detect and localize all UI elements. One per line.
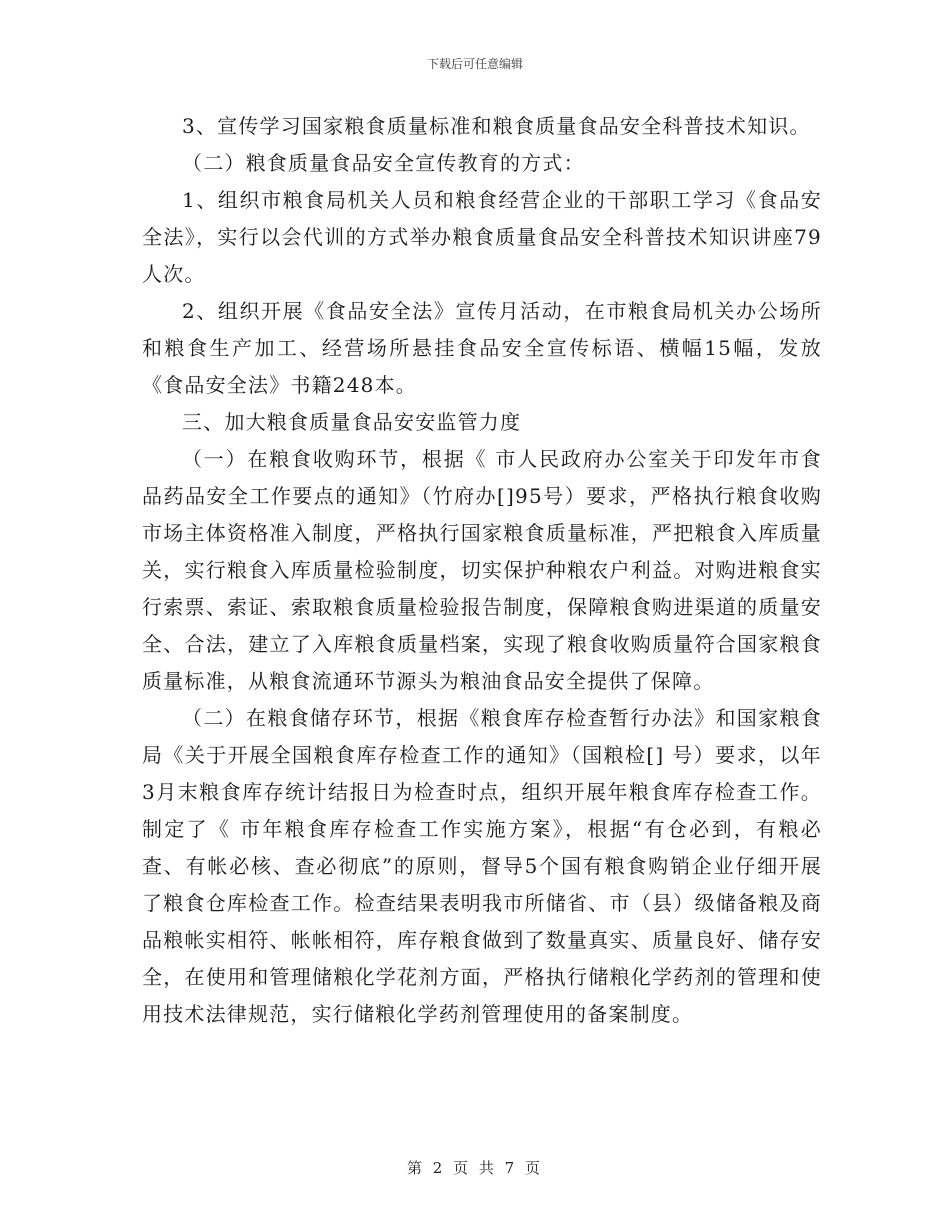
section-heading-methods: （二）粮食质量食品安全宣传教育的方式：	[182, 151, 585, 175]
paragraph-method-1: 1、组织市粮食局机关人员和粮食经营企业的干部职工学习《食品安全法》，实行以会代训的方式举办粮食质量食品安全科普技术知识讲座79人次。	[142, 188, 822, 286]
section-heading-supervision: 三、加大粮食质量食品安安监管力度	[182, 410, 522, 434]
paragraph-item-3: 3、宣传学习国家粮食质量标准和粮食质量食品安全科普技术知识。	[182, 114, 811, 138]
paragraph-purchase-stage: （一）在粮食收购环节，根据《 市人民政府办公室关于印发年市食品药品安全工作要点的通知》（竹府办[]95号）要求，严格执行粮食收购市场主体资格准入制度，严格执行国家粮食质量标准，严把粮食入库质量关，实行粮食入库质量检验制度，切实保护种粮农户利益。对购进粮食实行索票、索证、索取粮食质量检验报告制度，保障粮食购进渠道的质量安全、合法，建立了入库粮食质量档案，实现了粮食收购质量符合国家粮食质量标准，从粮食流通环节源头为粮油食品安全提供了保障。	[142, 447, 822, 693]
paragraph-storage-stage: （二）在粮食储存环节，根据《粮食库存检查暂行办法》和国家粮食局《关于开展全国粮食库存检查工作的通知》（国粮检[] 号）要求，以年3月末粮食库存统计结报日为检查时点，组织开展年粮食库存检查工作。制定了《 市年粮食库存检查工作实施方案》，根据“有仓必到，有粮必查、有帐必核、查必彻底”的原则，督导5个国有粮食购销企业仔细开展了粮食仓库检查工作。检查结果表明我市所储省、市（县）级储备粮及商品粮帐实相符、帐帐相符，库存粮食做到了数量真实、质量良好、储存安全，在使用和管理储粮化学花剂方面，严格执行储粮化学药剂的管理和使用技术法律规范，实行储粮化学药剂管理使用的备案制度。	[142, 706, 822, 1026]
page-header-note: 下载后可任意编辑	[426, 57, 523, 71]
paragraph-method-2: 2、组织开展《食品安全法》宣传月活动，在市粮食局机关办公场所和粮食生产加工、经营场所悬挂食品安全宣传标语、横幅15幅，发放《食品安全法》书籍248本。	[142, 299, 822, 397]
page-number: 第 2 页 共 7 页	[407, 1159, 543, 1177]
document-body	[142, 108, 822, 1033]
